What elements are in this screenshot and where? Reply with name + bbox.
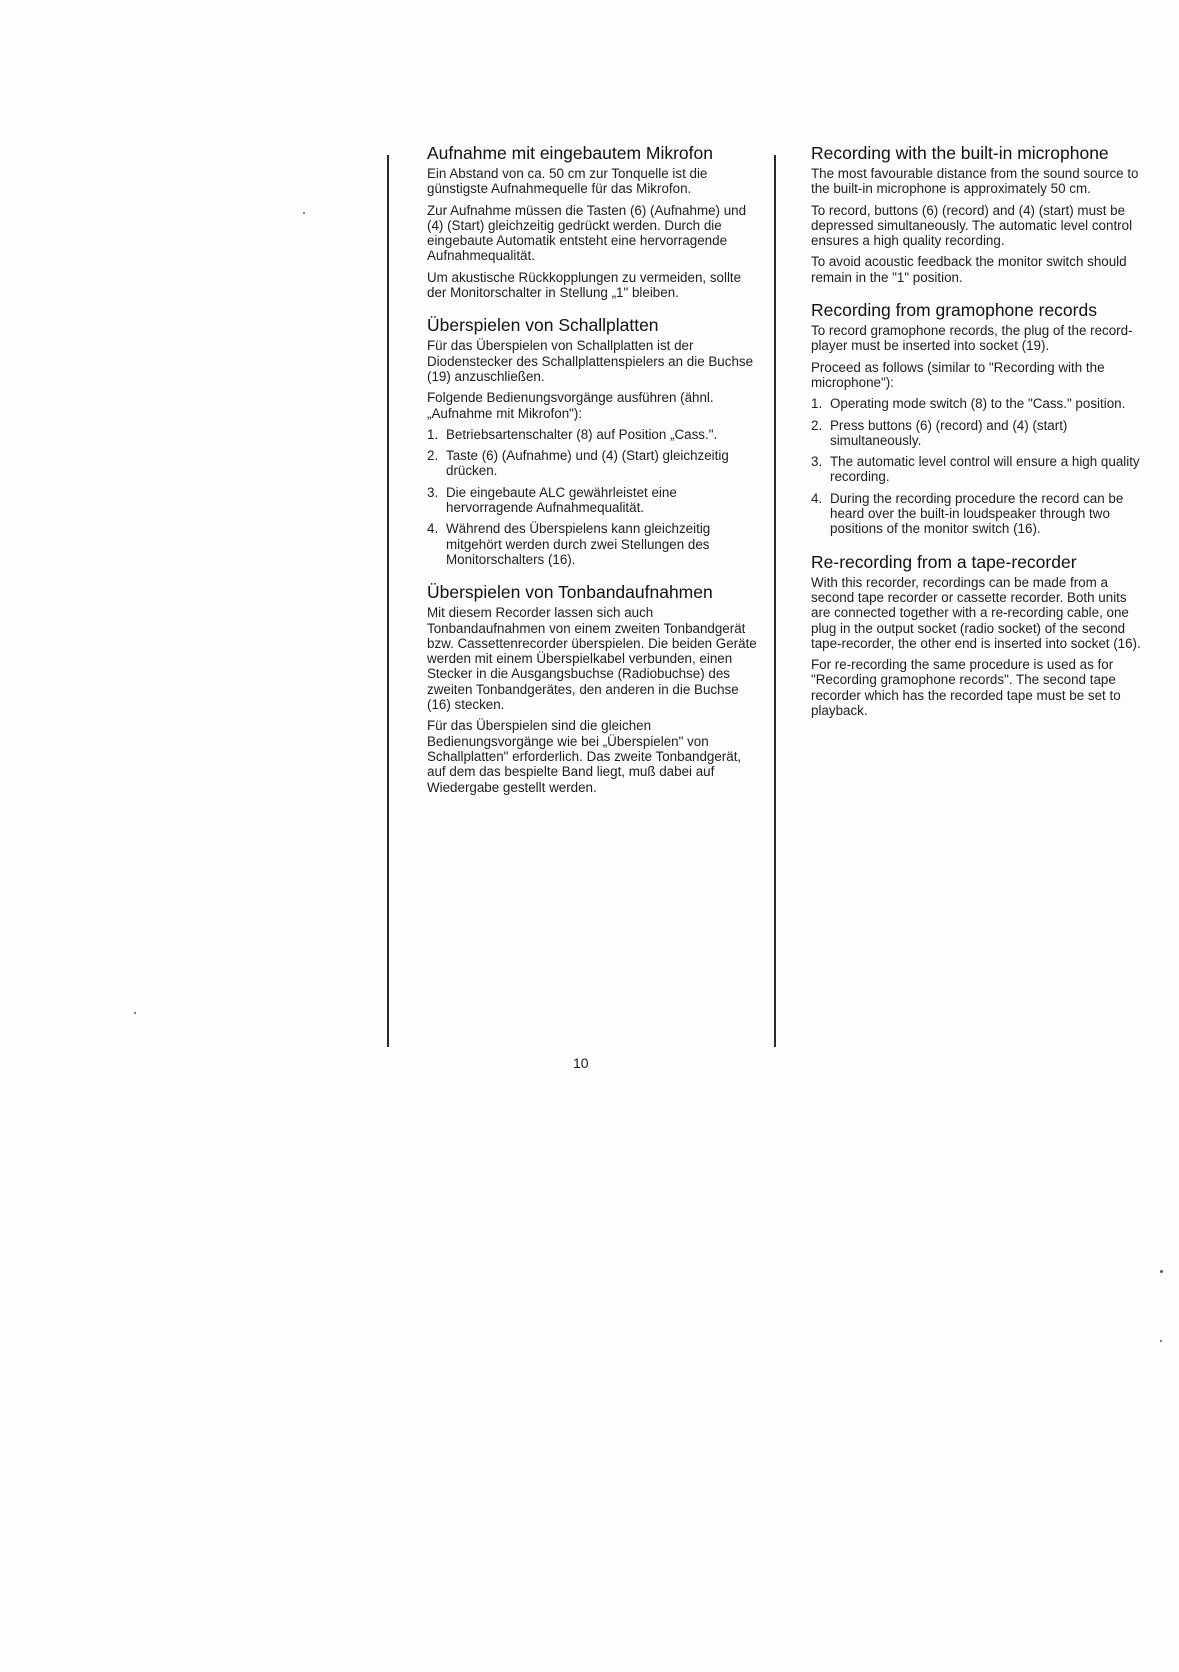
list-item [811, 491, 1141, 537]
section-heading: Überspielen von Tonbandaufnahmen [427, 582, 713, 603]
list-number: 4. [811, 490, 823, 506]
paragraph: The most favourable distance from the sound source to the built-in microphone is approximately 50 cm. [811, 166, 1139, 197]
steps-list [811, 396, 1141, 536]
list-item [811, 396, 1141, 411]
section-heading: Recording from gramophone records [811, 300, 1097, 321]
section-ueberspielen-tonband [427, 581, 757, 795]
paragraph: To record gramophone records, the plug of the record-player must be inserted into socket (19). [811, 323, 1133, 354]
list-item [427, 427, 757, 442]
scan-speck [1160, 1270, 1163, 1273]
paragraph: Zur Aufnahme müssen die Tasten (6) (Aufnahme) und (4) (Start) gleichzeitig gedrückt werden. Durch die eingebaute Automatik entsteht eine hervorragende Aufnahmequalität. [427, 202, 747, 264]
section-heading: Re-recording from a tape-recorder [811, 551, 1077, 572]
paragraph: To avoid acoustic feedback the monitor switch should remain in the "1" position. [811, 254, 1127, 285]
section-heading: Recording with the built-in microphone [811, 143, 1109, 163]
paragraph: Ein Abstand von ca. 50 cm zur Tonquelle ist die günstigste Aufnahmequelle für das Mikrofon. [427, 166, 708, 197]
paragraph: Um akustische Rückkopplungen zu vermeiden, sollte der Monitorschalter in Stellung „1" bleiben. [427, 269, 742, 301]
paragraph: Proceed as follows (similar to "Recording with the microphone"): [811, 359, 1105, 390]
list-number: 2. [811, 417, 823, 433]
paragraph: With this recorder, recordings can be made from a second tape recorder or cassette recorder. Both units are connected together with a re-recording cable, one plug in the output socket (radio socket) of the second tape-recorder, the other end is inserted into socket (16). [811, 574, 1141, 651]
list-item [811, 454, 1141, 485]
list-text: Taste (6) (Aufnahme) und (4) (Start) gleichzeitig drücken. [446, 448, 729, 479]
list-number: 1. [427, 426, 439, 442]
left-column-rule [387, 155, 389, 1047]
paragraph: Für das Überspielen von Schallplatten ist der Diodenstecker des Schallplattenspielers an die Buchse (19) anzuschließen. [427, 338, 754, 384]
paragraph: Für das Überspielen sind die gleichen Bedienungsvorgänge wie bei „Überspielen" von Schallplatten" erforderlich. Das zweite Tonbandgerät, auf dem das bespielte Band liegt, muß dabei auf Wiedergabe gestellt werden. [427, 718, 742, 795]
scan-speck [303, 212, 305, 214]
section-heading: Aufnahme mit eingebautem Mikrofon [427, 143, 713, 163]
list-text: Betriebsartenschalter (8) auf Position „Cass.". [446, 426, 718, 442]
list-number: 3. [427, 484, 439, 500]
paragraph: For re-recording the same procedure is used as for "Recording gramophone records". The second tape recorder which has the recorded tape must be set to playback. [811, 657, 1121, 719]
list-item [427, 485, 757, 516]
list-text: Press buttons (6) (record) and (4) (start) simultaneously. [830, 417, 1068, 448]
section-aufnahme-mikrofon [427, 142, 757, 300]
list-number: 3. [811, 454, 823, 470]
section-recording-gramophone [811, 299, 1141, 537]
english-column [811, 142, 1141, 732]
list-number: 2. [427, 448, 439, 464]
list-item [427, 521, 757, 567]
list-text: Während des Überspielens kann gleichzeitig mitgehört werden durch zwei Stellungen des Monitorschalters (16). [446, 521, 711, 567]
list-number: 1. [811, 396, 823, 412]
page-number: 10 [573, 1055, 589, 1071]
paragraph: Mit diesem Recorder lassen sich auch Tonbandaufnahmen von einem zweiten Tonbandgerät bzw. Cassettenrecorder überspielen. Die beiden Geräte werden mit einem Überspielkabel verbunden, einen Stecker in die Ausgangsbuchse (Radiobuchse) des zweiten Tonbandgerätes, den anderen in die Buchse (16) stecken. [427, 605, 757, 713]
section-ueberspielen-schallplatten [427, 314, 757, 567]
scan-speck [1160, 1340, 1162, 1342]
section-re-recording [811, 551, 1141, 719]
german-column [427, 142, 757, 809]
center-column-rule [774, 155, 776, 1047]
paragraph: Folgende Bedienungsvorgänge ausführen (ähnl. „Aufnahme mit Mikrofon"): [427, 390, 714, 421]
list-text: Die eingebaute ALC gewährleistet eine hervorragende Aufnahmequalität. [446, 484, 677, 516]
list-item [811, 418, 1141, 449]
list-text: During the recording procedure the record can be heard over the built-in loudspeaker through two positions of the monitor switch (16). [830, 490, 1124, 537]
list-number: 4. [427, 521, 439, 537]
list-text: The automatic level control will ensure a high quality recording. [830, 454, 1140, 485]
paragraph: To record, buttons (6) (record) and (4) (start) must be depressed simultaneously. The automatic level control ensures a high quality recording. [811, 202, 1133, 249]
list-item [427, 448, 757, 479]
section-heading: Überspielen von Schallplatten [427, 315, 659, 336]
section-recording-microphone [811, 142, 1141, 285]
steps-list [427, 427, 757, 567]
list-text: Operating mode switch (8) to the "Cass." position. [830, 396, 1126, 412]
scan-speck [134, 1012, 136, 1014]
